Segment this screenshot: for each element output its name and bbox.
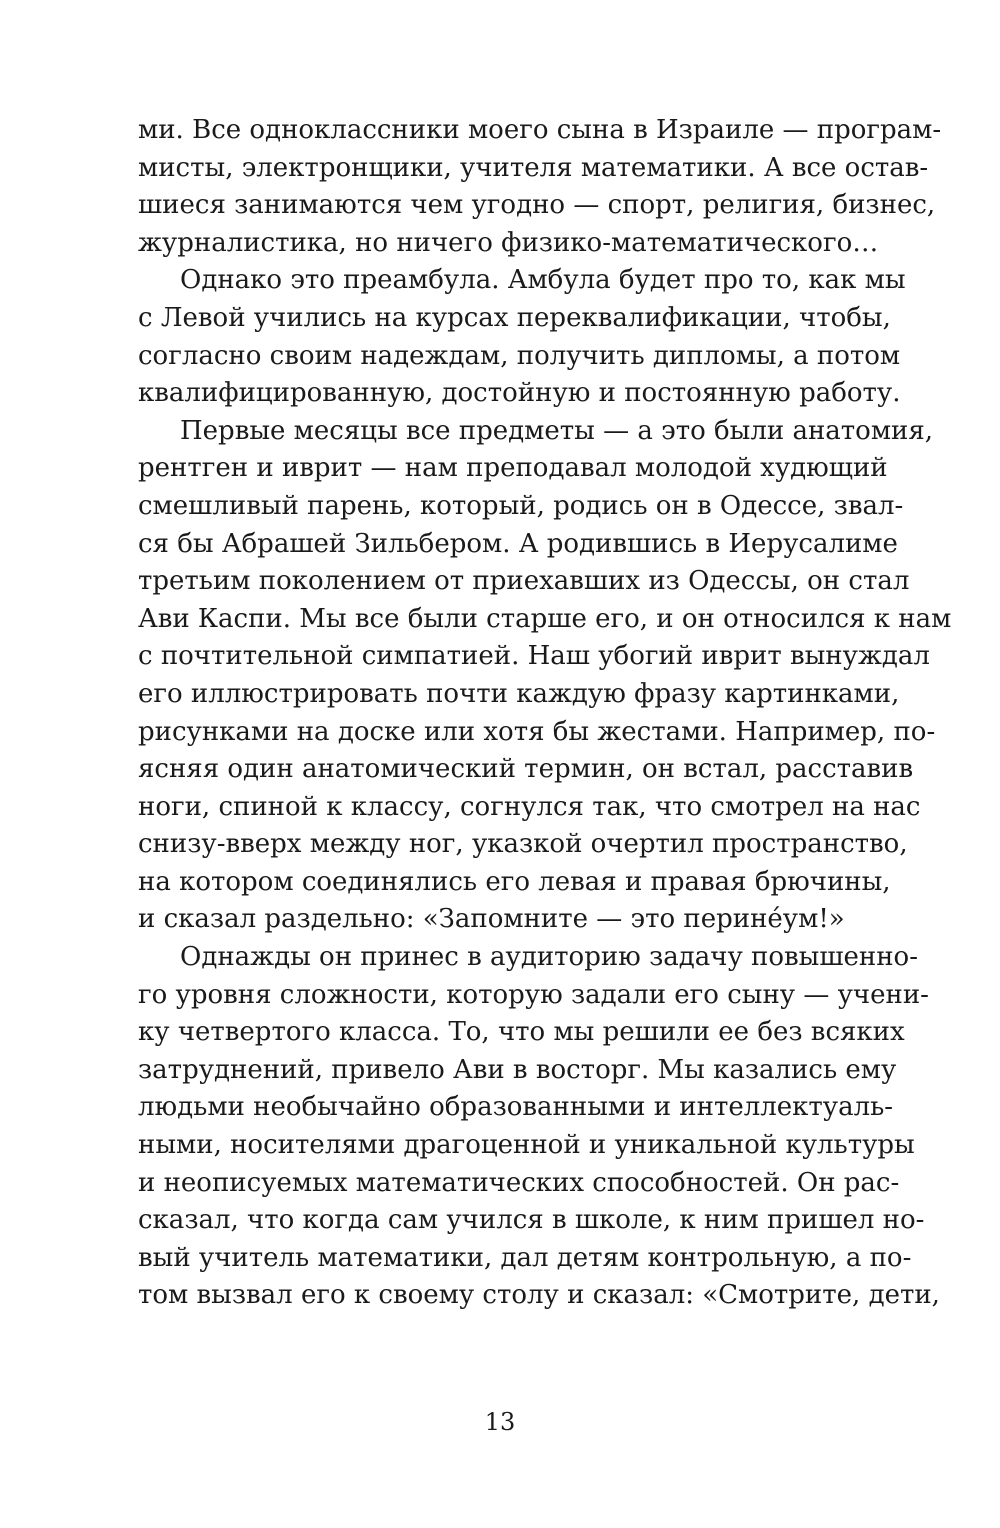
- text-line: людьми необычайно образованными и интеллектуаль-: [138, 1092, 894, 1123]
- text-line: квалифицированную, достойную и постоянную работу.: [138, 378, 901, 409]
- text-line: рентген и иврит — нам преподавал молодой худющий: [138, 453, 888, 484]
- text-line: сказал, что когда сам учился в школе, к ним пришел но-: [138, 1205, 925, 1236]
- text-line: Однако это преамбула. Амбула будет про то, как мы: [180, 265, 906, 296]
- paragraph-4: [138, 939, 940, 1315]
- text-line: третьим поколением от приехавших из Одессы, он стал: [138, 566, 910, 597]
- text-line: и сказал раздельно: «Запомните — это перинéум!»: [138, 904, 845, 935]
- text-line: Ави Каспи. Мы все были старше его, и он относился к нам: [138, 603, 952, 634]
- text-line: смешливый парень, который, родись он в Одессе, звал-: [138, 490, 904, 521]
- text-line: ся бы Абрашей Зильбером. А родившись в Иерусалиме: [138, 528, 898, 559]
- text-line: журналистика, но ничего физико-математического…: [138, 227, 879, 258]
- text-line: ными, носителями драгоценной и уникальной культуры: [138, 1130, 915, 1161]
- text-line: его иллюстрировать почти каждую фразу картинками,: [138, 678, 900, 709]
- text-line: согласно своим надеждам, получить дипломы, а потом: [138, 340, 901, 371]
- text-line: с почтительной симпатией. Наш убогий иврит вынуждал: [138, 641, 930, 672]
- text-line: на котором соединялись его левая и правая брючины,: [138, 866, 891, 897]
- text-line: ясняя один анатомический термин, он встал, расставив: [138, 754, 914, 785]
- text-line: Однажды он принес в аудиторию задачу повышенно-: [180, 942, 918, 973]
- text-line: шиеся занимаются чем угодно — спорт, религия, бизнес,: [138, 190, 936, 221]
- text-line: мисты, электронщики, учителя математики. А все остав-: [138, 152, 929, 183]
- paragraph-3: [138, 413, 952, 939]
- paragraph-2: [138, 262, 906, 412]
- text-line: вый учитель математики, дал детям контрольную, а по-: [138, 1242, 912, 1273]
- text-line: том вызвал его к своему столу и сказал: «Смотрите, дети,: [138, 1280, 940, 1311]
- body-text: [138, 112, 952, 1315]
- text-line: затруднений, привело Ави в восторг. Мы казались ему: [138, 1054, 897, 1085]
- text-line: снизу-вверх между ног, указкой очертил пространство,: [138, 829, 908, 860]
- text-line: го уровня сложности, которую задали его сыну — учени-: [138, 979, 929, 1010]
- text-line: рисунками на доске или хотя бы жестами. Например, по-: [138, 716, 936, 747]
- text-line: с Левой учились на курсах переквалификации, чтобы,: [138, 302, 891, 333]
- page-number: 13: [484, 1408, 516, 1436]
- paragraph-1: [138, 112, 942, 262]
- text-line: и неописуемых математических способностей. Он рас-: [138, 1167, 900, 1198]
- text-line: ноги, спиной к классу, согнулся так, что смотрел на нас: [138, 791, 921, 822]
- text-line: ми. Все одноклассники моего сына в Израиле — програм-: [138, 115, 942, 145]
- text-line: Первые месяцы все предметы — а это были анатомия,: [180, 415, 934, 446]
- text-line: ку четвертого класса. То, что мы решили ее без всяких: [138, 1017, 905, 1048]
